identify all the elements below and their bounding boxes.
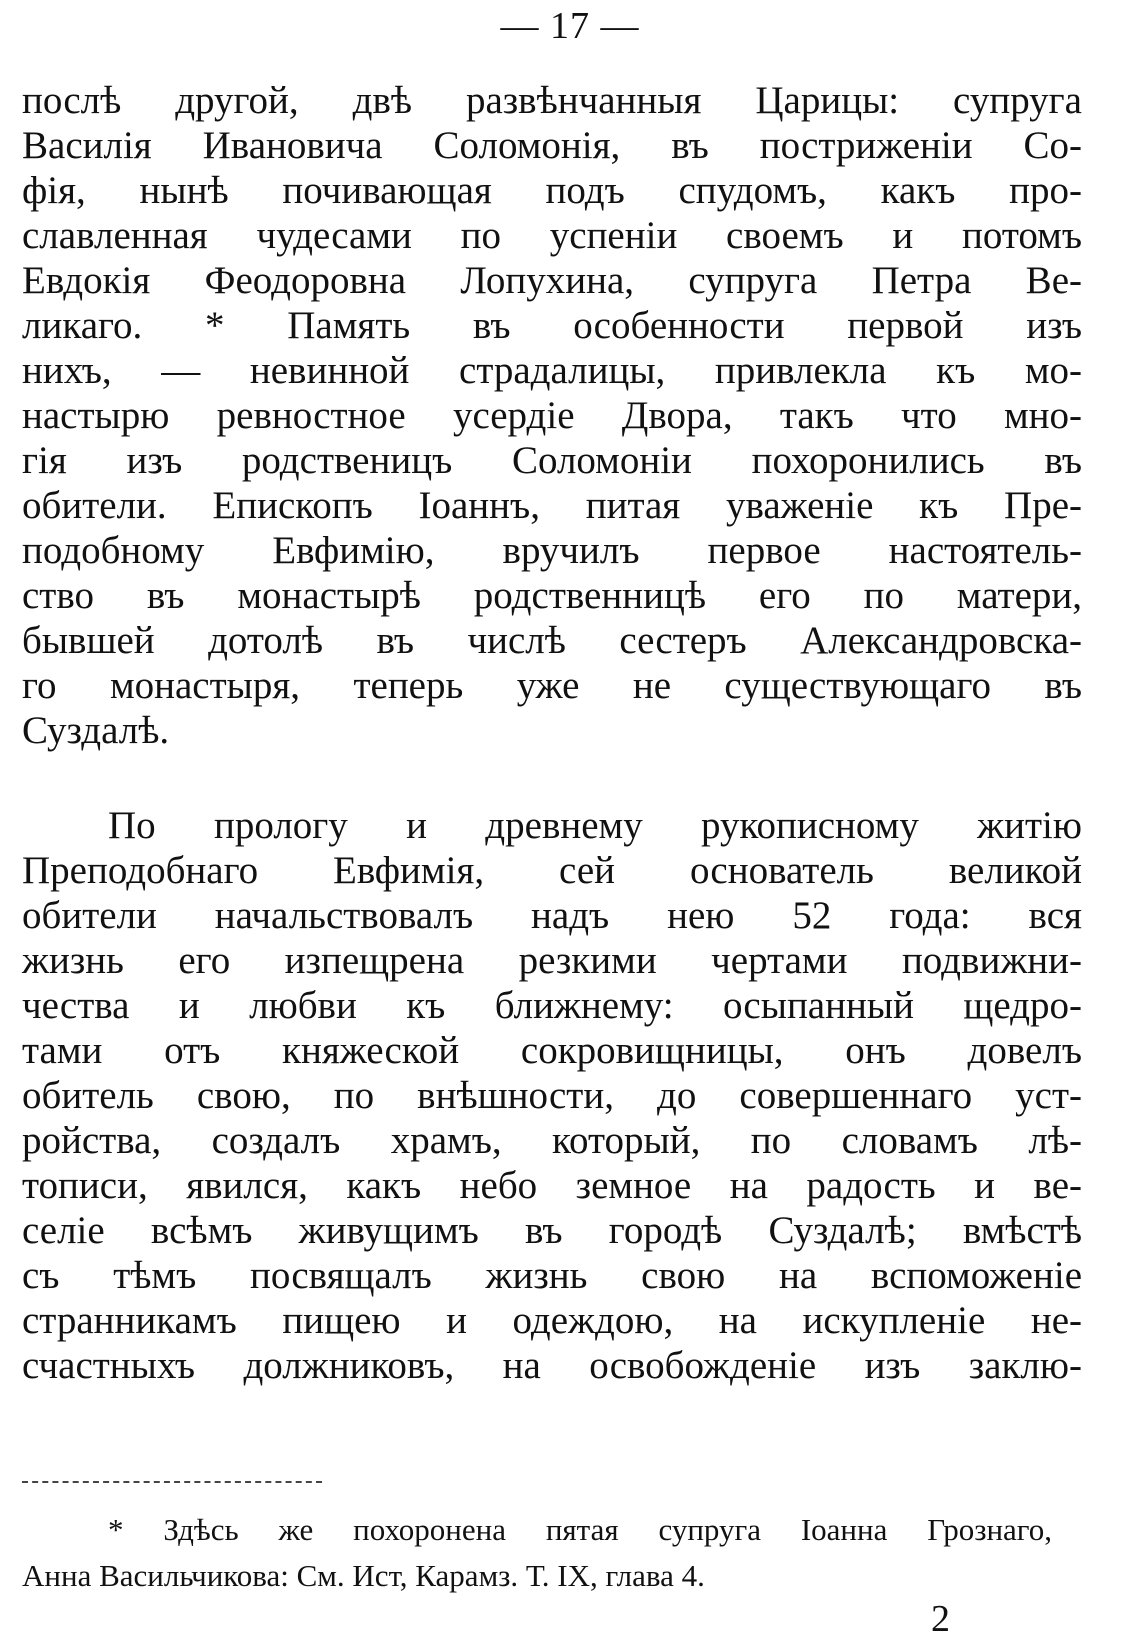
text-line: ройства, создалъ храмъ, который, по словамъ лѣ- [22, 1119, 1082, 1162]
text-line: тами отъ княжеской сокровищницы, онъ довелъ [22, 1029, 1082, 1072]
text-line: тописи, явился, какъ небо земное на радость и ве- [22, 1164, 1082, 1207]
text-line: По прологу и древнему рукописному житію [108, 804, 1082, 847]
text-line: настырю ревностное усердіе Двора, такъ что мно- [22, 394, 1082, 437]
signature-mark: 2 [931, 1598, 950, 1640]
text-line: подобному Евфимію, вручилъ первое настоятель- [22, 529, 1082, 572]
footnote-line: * Здѣсь же похоронена пятая супруга Іоанна Грознаго, [108, 1512, 1052, 1547]
text-line: нихъ, — невинной страдалицы, привлекла къ мо- [22, 349, 1082, 392]
text-line: гія изъ родственицъ Соломоніи похоронились въ [22, 439, 1082, 482]
text-line: го монастыря, теперь уже не существующаго въ [22, 664, 1082, 707]
text-line: обители начальствовалъ надъ нею 52 года: вся [22, 894, 1082, 937]
text-line: славленная чудесами по успеніи своемъ и потомъ [22, 214, 1082, 257]
text-line: обители. Епископъ Іоаннъ, питая уваженіе къ Пре- [22, 484, 1082, 527]
text-line: селіе всѣмъ живущимъ въ городѣ Суздалѣ; вмѣстѣ [22, 1209, 1082, 1252]
text-line: обитель свою, по внѣшности, до совершеннаго уст- [22, 1074, 1082, 1117]
text-line: жизнь его изпещрена резкими чертами подвижни- [22, 939, 1082, 982]
text-line: фія, нынѣ почивающая подъ спудомъ, какъ про- [22, 169, 1082, 212]
text-line: послѣ другой, двѣ развѣнчанныя Царицы: супруга [22, 79, 1082, 122]
page-number: — 17 — [500, 5, 640, 47]
text-line: Василія Ивановича Соломонія, въ постриженіи Со- [22, 124, 1082, 167]
text-line: счастныхъ должниковъ, на освобожденіе изъ заклю- [22, 1344, 1082, 1387]
text-line: Суздалѣ. [22, 709, 170, 752]
footnote-rule [22, 1481, 322, 1483]
text-line: бывшей дотолѣ въ числѣ сестеръ Александровска- [22, 619, 1082, 662]
text-line: Преподобнаго Евфимія, сей основатель великой [22, 849, 1082, 892]
text-line: ликаго. * Память въ особенности первой изъ [22, 304, 1082, 347]
text-line: странникамъ пищею и одеждою, на искупленіе не- [22, 1299, 1082, 1342]
text-line: ство въ монастырѣ родственницѣ его по матери, [22, 574, 1082, 617]
text-line: Евдокія Феодоровна Лопухина, супруга Петра Ве- [22, 259, 1082, 302]
footnote-line: Анна Васильчикова: См. Ист, Карамз. Т. IX, глава 4. [22, 1558, 705, 1593]
text-line: чества и любви къ ближнему: осыпанный щедро- [22, 984, 1082, 1027]
text-line: съ тѣмъ посвящалъ жизнь свою на вспоможеніе [22, 1254, 1082, 1297]
